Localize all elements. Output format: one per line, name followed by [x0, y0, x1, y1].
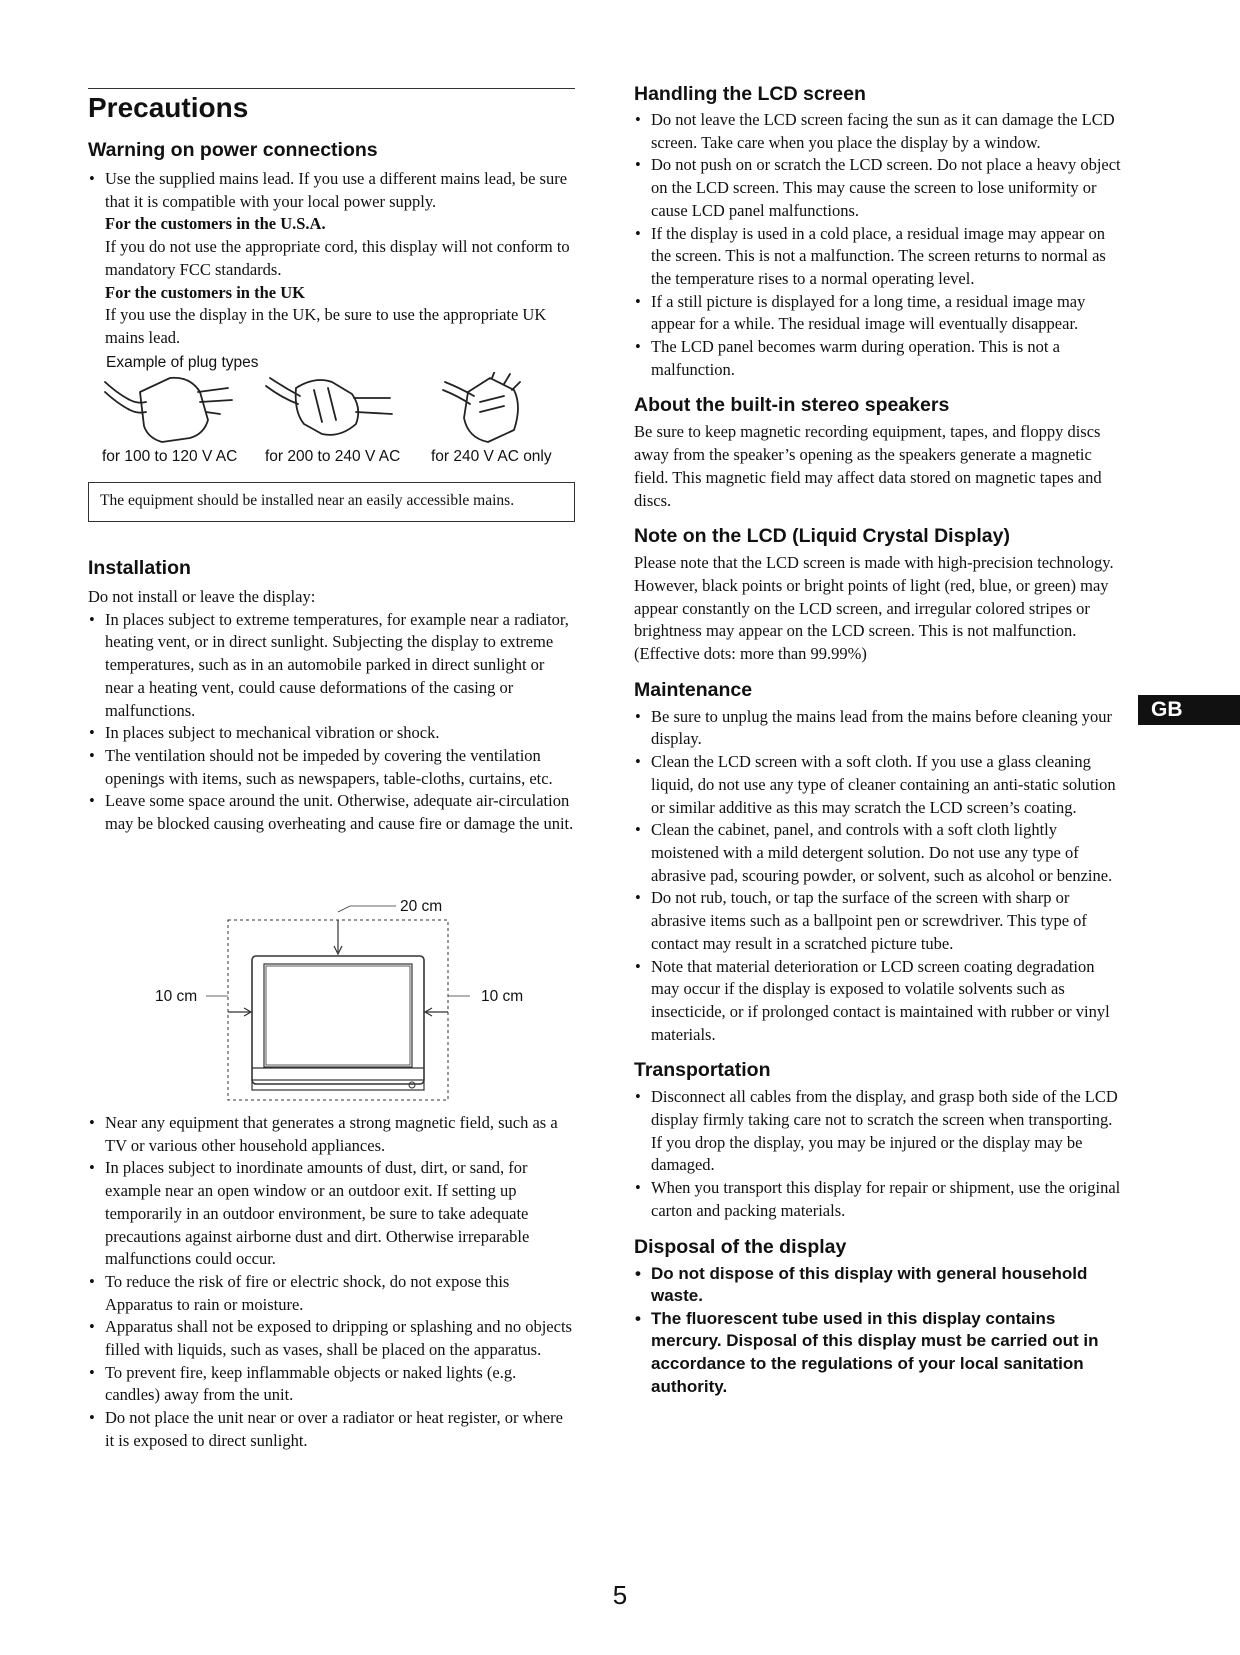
- usa-text: If you do not use the appropriate cord, this display will not conform to mandatory FCC standards.: [105, 237, 570, 279]
- eu-plug-icon: [266, 378, 392, 435]
- right-column: [634, 82, 1122, 1398]
- plug-caption: Example of plug types: [106, 353, 259, 371]
- mains-notice-box: The equipment should be installed near an easily accessible mains.: [88, 482, 575, 522]
- language-tab: GB: [1138, 695, 1240, 725]
- list-item: • Note that material deterioration or LCD screen coating degradation may occur if the display is exposed to volatile solvents such as insecticide, or if prolonged contact is maintained with rubber or vinyl materials.: [634, 956, 1122, 1047]
- list-item: • Leave some space around the unit. Otherwise, adequate air-circulation may be blocked causing overheating and cause fire or damage the unit.: [88, 790, 575, 835]
- page-title: Precautions: [88, 92, 249, 123]
- list-item: • Do not push on or scratch the LCD screen. Do not place a heavy object on the LCD screen. This may cause the screen to lose uniformity or cause LCD panel malfunctions.: [634, 154, 1122, 222]
- disposal-list: [634, 1263, 1122, 1399]
- installation-section: [88, 556, 575, 836]
- transportation-heading: Transportation: [634, 1059, 771, 1082]
- diagram-left-label: 10 cm: [155, 988, 198, 1005]
- list-item: • In places subject to mechanical vibration or shock.: [88, 722, 575, 745]
- lcd-handling-heading: Handling the LCD screen: [634, 83, 866, 105]
- lcd-handling-list: [634, 109, 1122, 381]
- lcd-note-heading: Note on the LCD (Liquid Crystal Display): [634, 525, 1010, 548]
- clearance-diagram: [150, 892, 480, 1104]
- diagram-top-label: 20 cm: [400, 898, 443, 915]
- title-rule: [88, 88, 575, 89]
- maintenance-list: [634, 706, 1122, 1047]
- installation-heading: Installation: [88, 557, 191, 579]
- maintenance-heading: Maintenance: [634, 678, 753, 701]
- lcd-note-effective: (Effective dots: more than 99.99%): [634, 644, 867, 664]
- disposal-heading: Disposal of the display: [634, 1235, 847, 1258]
- list-item: • Be sure to unplug the mains lead from the mains before cleaning your display.: [634, 706, 1122, 751]
- uk-plug-icon: [443, 372, 520, 442]
- list-item: • In places subject to inordinate amounts of dust, dirt, or sand, for example near an open window or an outdoor exit. If setting up temporarily in an outdoor environment, be sure to take adequate precautions against airborne dust and dirt. Otherwise irreparable malfunctions could occur.: [88, 1157, 575, 1271]
- plug-types-illustration: [100, 372, 570, 452]
- plug-label-3: for 240 V AC only: [431, 448, 552, 465]
- diagram-right-label: 10 cm: [481, 988, 524, 1005]
- plug-label-1: for 100 to 120 V AC: [102, 448, 238, 465]
- transportation-list: [634, 1086, 1122, 1222]
- list-item: • If a still picture is displayed for a long time, a residual image may appear for a while. The residual image will eventually disappear.: [634, 291, 1122, 336]
- list-item: • Do not place the unit near or over a radiator or heat register, or where it is exposed to direct sunlight.: [88, 1407, 575, 1452]
- list-item: • Do not rub, touch, or tap the surface of the screen with sharp or abrasive items such as a ballpoint pen or screwdriver. This type of contact may result in a scratched picture tube.: [634, 887, 1122, 955]
- list-item: • Clean the cabinet, panel, and controls with a soft cloth lightly moistened with a mild detergent solution. Do not use any type of abrasive pad, scouring powder, or solvent, such as alcohol or benzine.: [634, 819, 1122, 887]
- usa-heading: For the customers in the U.S.A.: [105, 214, 326, 234]
- list-item: • To prevent fire, keep inflammable objects or naked lights (e.g. candles) away from the unit.: [88, 1362, 575, 1407]
- uk-text: If you use the display in the UK, be sure to use the appropriate UK mains lead.: [105, 305, 547, 347]
- power-heading: Warning on power connections: [88, 139, 378, 161]
- list-item: • To reduce the risk of fire or electric shock, do not expose this Apparatus to rain or moisture.: [88, 1271, 575, 1316]
- plug-label-2: for 200 to 240 V AC: [265, 448, 401, 465]
- speakers-text: Be sure to keep magnetic recording equipment, tapes, and floppy discs away from the speaker’s opening as the speakers generate a magnetic field. This magnetic field may affect data stored on magnetic tapes and discs.: [634, 422, 1102, 510]
- power-list: [88, 168, 575, 350]
- us-plug-icon: [105, 378, 232, 442]
- speakers-heading: About the built-in stereo speakers: [634, 394, 950, 417]
- page-number: 5: [612, 1580, 628, 1610]
- list-item: • Do not dispose of this display with general household waste.: [634, 1263, 1122, 1308]
- list-item: • When you transport this display for repair or shipment, use the original carton and packing materials.: [634, 1177, 1122, 1222]
- list-item: [88, 168, 575, 350]
- installation-intro: Do not install or leave the display:: [88, 587, 316, 606]
- list-item: • Near any equipment that generates a strong magnetic field, such as a TV or various other household appliances.: [88, 1112, 575, 1157]
- list-item: • Apparatus shall not be exposed to dripping or splashing and no objects filled with liquids, such as vases, shall be placed on the apparatus.: [88, 1316, 575, 1361]
- installation-list-a: [88, 609, 575, 836]
- left-column: [88, 138, 575, 374]
- list-item: • In places subject to extreme temperatures, for example near a radiator, heating vent, or in direct sunlight. Subjecting the display to extreme temperatures, such as in an automobile parked in direct sunlight or near a heating vent, could cause deformations of the casing or malfunctions.: [88, 609, 575, 723]
- lcd-note-text: Please note that the LCD screen is made with high-precision technology. However, black points or bright points of light (red, blue, or green) may appear constantly on the LCD screen, and irregular colored stripes or brightness may appear on the LCD screen. This is not malfunction.: [634, 553, 1114, 641]
- list-item: • If the display is used in a cold place, a residual image may appear on the screen. This is not a malfunction. The screen returns to normal as the temperature rises to a normal operating level.: [634, 223, 1122, 291]
- list-item: • Do not leave the LCD screen facing the sun as it can damage the LCD screen. Take care when you place the display by a window.: [634, 109, 1122, 154]
- list-item: • The fluorescent tube used in this display contains mercury. Disposal of this display must be carried out in accordance to the regulations of your local sanitation authority.: [634, 1308, 1122, 1398]
- installation-continued: [88, 1112, 575, 1453]
- power-intro: Use the supplied mains lead. If you use a different mains lead, be sure that it is compatible with your local power supply.: [105, 169, 568, 211]
- list-item: • Clean the LCD screen with a soft cloth. If you use a glass cleaning liquid, do not use any type of cleaner containing an anti-static solution or similar additive as this may scratch the LCD screen’s coating.: [634, 751, 1122, 819]
- installation-list-b: [88, 1112, 575, 1453]
- uk-heading: For the customers in the UK: [105, 282, 305, 302]
- list-item: • Disconnect all cables from the display, and grasp both side of the LCD display firmly taking care not to scratch the screen when transporting. If you drop the display, you may be injured or the display may be damaged.: [634, 1086, 1122, 1177]
- list-item: • The LCD panel becomes warm during operation. This is not a malfunction.: [634, 336, 1122, 381]
- list-item: • The ventilation should not be impeded by covering the ventilation openings with items, such as newspapers, table-cloths, curtains, etc.: [88, 745, 575, 790]
